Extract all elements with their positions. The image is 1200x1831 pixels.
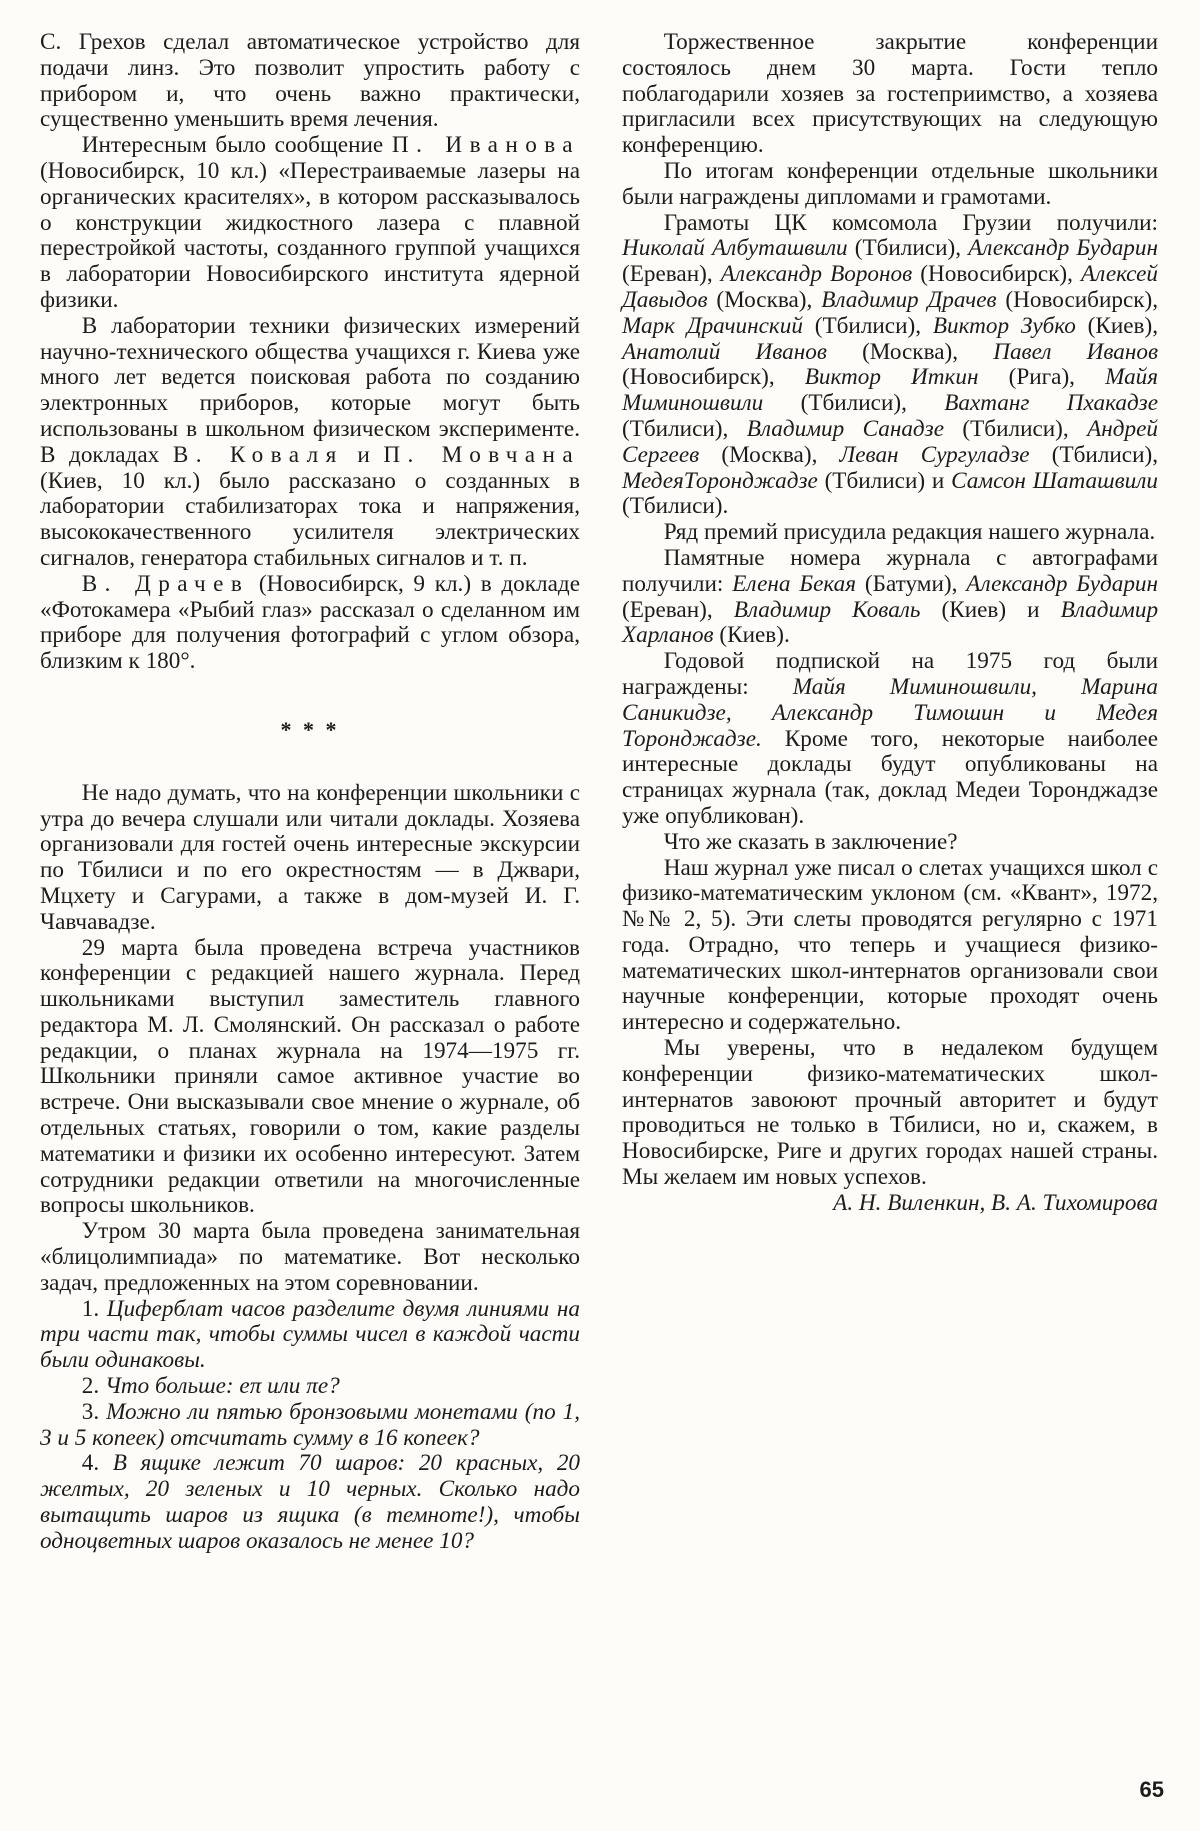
author-name: В. Драчев bbox=[81, 570, 250, 597]
text-run: (Новосибирск, 9 кл.) в докладе «Фотокамера «Рыбий глаз» рассказал о сделанном им приборе для получения фотографий с углом обзора, близким к 180°. bbox=[40, 570, 580, 675]
awardee-city: (Москва) bbox=[862, 338, 953, 365]
paragraph bbox=[622, 546, 1158, 649]
awardee-name: Вахтанг Пхакадзе bbox=[944, 390, 1159, 417]
problem-item bbox=[40, 1451, 580, 1554]
awardees-paragraph bbox=[622, 211, 1158, 521]
separator: и bbox=[925, 467, 945, 494]
awardee-city: (Тбилиси) bbox=[962, 415, 1063, 442]
text-run: (Киев, 10 кл.) было рассказано о созданных в лаборатории стабилизаторах тока и напряжения, высококачественного усилителя электрических сигналов, генератора стабильных сигналов и т. п. bbox=[40, 467, 580, 571]
problem-item bbox=[40, 1400, 580, 1452]
awardee-city: (Тбилиси) bbox=[854, 235, 956, 262]
separator: , bbox=[1152, 441, 1159, 468]
section-separator: * * * bbox=[280, 716, 340, 742]
awardee-city: (Новосибирск) bbox=[622, 364, 769, 391]
problem-number: 1. bbox=[81, 1295, 100, 1322]
separator: , bbox=[1067, 261, 1073, 288]
author-name: П. Иванова bbox=[391, 132, 580, 159]
separator: . bbox=[722, 493, 729, 520]
problem-number: 3. bbox=[81, 1398, 100, 1425]
awardee-name: Марк Драчинский bbox=[622, 312, 803, 339]
awardee-city: (Москва) bbox=[721, 441, 812, 468]
text-run: и bbox=[357, 441, 370, 468]
awardee-city: (Тбилиси) bbox=[800, 390, 902, 417]
awardee-name: Андрей Сергеев bbox=[622, 415, 1159, 468]
separator: , bbox=[1152, 312, 1158, 339]
paragraph bbox=[40, 572, 580, 675]
author-name: В. Коваля bbox=[172, 441, 344, 468]
awardee-city: (Тбилиси) bbox=[622, 415, 723, 442]
paragraph: Мы уверены, что в недалеком будущем конференции физико-математических школ-интернатов завоюют прочный авторитет и будут проводиться не только в Тбилиси, но и, скажем, в Новосибирске, Риге и других городах нашей страны. Мы желаем им новых успехов. bbox=[622, 1035, 1158, 1191]
person-name: Елена Бекая bbox=[732, 570, 857, 597]
awardee-city: (Москва) bbox=[716, 286, 807, 313]
awardee-name: Майя Миминошвили bbox=[622, 364, 1159, 417]
awardee-name: Владимир Санадзе bbox=[746, 415, 944, 442]
text-run: В лаборатории техники физических измерений научно-технического общества учащихся г. Киева уже много лет ведется поисковая работа по созданию электронных приборов, которые могут быть использованы в школьном физическом эксперименте. В докладах bbox=[40, 312, 580, 468]
separator: , bbox=[1062, 415, 1069, 442]
separator: , bbox=[706, 261, 713, 288]
awardee-city: (Ереван) bbox=[622, 261, 707, 288]
awardee-name: МедеяТоронджадзе bbox=[622, 467, 818, 494]
paragraph: Ряд премий присудила редакция нашего журнала. bbox=[663, 519, 1156, 546]
separator: , bbox=[955, 235, 962, 262]
signature: А. Н. Виленкин, В. А. Тихомирова bbox=[833, 1189, 1158, 1216]
text-run: (Киев). bbox=[719, 622, 790, 649]
awardee-name: Леван Сургуладзе bbox=[839, 441, 1030, 468]
awardee-name: Павел Иванов bbox=[993, 338, 1159, 365]
person-name: Александр Бударин bbox=[966, 570, 1159, 597]
right-column bbox=[622, 30, 1158, 1217]
awardee-name: Александр Воронов bbox=[720, 261, 913, 288]
awardee-name: Александр Бударин bbox=[968, 235, 1158, 262]
text-run: (Ереван), bbox=[622, 596, 713, 623]
paragraph: Не надо думать, что на конференции школьники с утра до вечера слушали или читали доклады. Хозяева организовали для гостей очень интересные экскурсии по Тбилиси и по его окрестностям — в Джвари, Мцхету и Сагурами, а также в дом-музей И. Г. Чавчавадзе. bbox=[40, 779, 580, 935]
awardee-city: (Тбилиси) bbox=[824, 467, 926, 494]
paragraph bbox=[622, 649, 1158, 830]
problem-text: Что больше: eπ или πe? bbox=[104, 1373, 340, 1400]
problem-number: 2. bbox=[81, 1373, 100, 1400]
paragraph: Наш журнал уже писал о слетах учащихся школ с физико-математическим уклоном (см. «Квант», 1972, №№ 2, 5). Эти слеты проводятся регулярно с 1971 года. Отрадно, что теперь и учащиеся физико-математических школ-интернатов организовали свои научные конференции, которые проходят очень интересно и содержательно. bbox=[622, 854, 1158, 1036]
person-name: Владимир Коваль bbox=[733, 596, 921, 623]
text-run: (Киев) и bbox=[941, 596, 1040, 623]
problem-item bbox=[40, 1297, 580, 1374]
separator: , bbox=[1152, 286, 1159, 313]
awardee-name: Анатолий Иванов bbox=[622, 338, 827, 365]
text-run: (Новосибирск, 10 кл.) «Перестраиваемые лазеры на органических красителях», в котором рассказывалось о конструкции жидкостного лазера с плавной перестройкой частоты, созданного группой учащихся в лаборатории Новосибирского института ядерной физики. bbox=[40, 157, 580, 313]
paragraph: Что же сказать в заключение? bbox=[663, 828, 958, 855]
problem-text: В ящике лежит 70 шаров: 20 красных, 20 желтых, 20 зеленых и 10 черных. Сколько надо вытащить шаров из ящика (в темноте!), чтобы одноцветных шаров оказалось не менее 10? bbox=[40, 1450, 581, 1554]
separator: , bbox=[768, 364, 775, 391]
separator: , bbox=[811, 441, 818, 468]
author-name: П. Мовчана bbox=[383, 441, 581, 468]
awardee-city: (Тбилиси) bbox=[1051, 441, 1153, 468]
separator: , bbox=[806, 286, 813, 313]
separator: , bbox=[1069, 364, 1075, 391]
paragraph bbox=[40, 314, 580, 572]
separator: , bbox=[952, 338, 959, 365]
problem-number: 4. bbox=[81, 1450, 100, 1477]
left-column bbox=[40, 30, 580, 1555]
paragraph: По итогам конференции отдельные школьники были награждены дипломами и грамотами. bbox=[622, 157, 1158, 210]
paragraph: 29 марта была проведена встреча участников конференции с редакцией нашего журнала. Перед школьниками выступил заместитель главного редактора М. Л. Смолянский. Он рассказал о работе редакции, о планах журнала на 1974—1975 гг. Школьники приняли самое активное участие во встрече. Они высказывали свое мнение о журнале, об отдельных статьях, говорили о том, какие разделы математики и физики их особенно интересуют. Затем сотрудники редакции ответили на многочисленные вопросы школьников. bbox=[40, 934, 580, 1219]
text-run: Годовой подпиской на 1975 год были награждены: bbox=[622, 648, 1158, 700]
awardee-name: Самсон Шаташвили bbox=[951, 467, 1158, 494]
paragraph: С. Грехов сделал автоматическое устройство для подачи линз. Это позволит упростить работу с прибором и, что очень важно практически, существенно уменьшить время лечения. bbox=[40, 29, 580, 133]
problem-text: Можно ли пятью бронзовыми монетами (по 1, 3 и 5 копеек) отсчитать сумму в 16 копеек? bbox=[40, 1398, 580, 1451]
text-run: Кроме того, некоторые наиболее интересные доклады будут опубликованы на страницах журнала (так, доклад Медеи Торонджадзе уже опубликован). bbox=[622, 725, 1159, 829]
awardee-city: (Новосибирск) bbox=[1005, 286, 1153, 313]
text-run: Интересным было сообщение bbox=[81, 132, 384, 159]
separator: , bbox=[901, 390, 907, 417]
problem-item bbox=[40, 1374, 580, 1400]
separator: , bbox=[722, 415, 729, 442]
page-number: 65 bbox=[1139, 1777, 1164, 1802]
awardee-city: (Рига) bbox=[1008, 364, 1070, 391]
awardee-name: Владимир Драчев bbox=[821, 286, 997, 313]
person-names: Майя Миминошвили, Марина Саникидзе, Александр Тимошин и Медея Торонджадзе. bbox=[622, 673, 1158, 752]
paragraph: Торжественное закрытие конференции состоялось днем 30 марта. Гости тепло поблагодарили хозяев за гостеприимство, а хозяева пригласили всех присутствующих на следующую конференцию. bbox=[622, 29, 1158, 159]
text-run: Грамоты ЦК комсомола Грузии получили: bbox=[663, 209, 1158, 236]
awardee-city: (Тбилиси) bbox=[622, 493, 723, 520]
paragraph: Утром 30 марта была проведена занимательная «блицолимпиада» по математике. Вот несколько задач, предложенных на этом соревновании. bbox=[40, 1218, 580, 1296]
awardee-name: Николай Албуташвили bbox=[622, 235, 848, 262]
awardee-city: (Тбилиси) bbox=[814, 312, 916, 339]
problem-text: Циферблат часов разделите двумя линиями на три части так, чтобы суммы чисел в каждой части были одинаковы. bbox=[40, 1295, 581, 1374]
problem-list bbox=[40, 1297, 580, 1555]
awardee-city: (Новосибирск) bbox=[920, 261, 1068, 288]
awardee-city: (Киев) bbox=[1087, 312, 1153, 339]
paragraph bbox=[40, 133, 580, 314]
awardee-name: Виктор Зубко bbox=[932, 312, 1076, 339]
awardee-name: Виктор Иткин bbox=[804, 364, 979, 391]
text-run: Памятные номера журнала с автографами получили: bbox=[622, 544, 1158, 597]
awardee-name: Алексей Давыдов bbox=[622, 261, 1158, 313]
text-run: (Батуми), bbox=[864, 570, 958, 597]
person-name: Владимир Харланов bbox=[622, 596, 1159, 649]
separator: , bbox=[915, 312, 922, 339]
